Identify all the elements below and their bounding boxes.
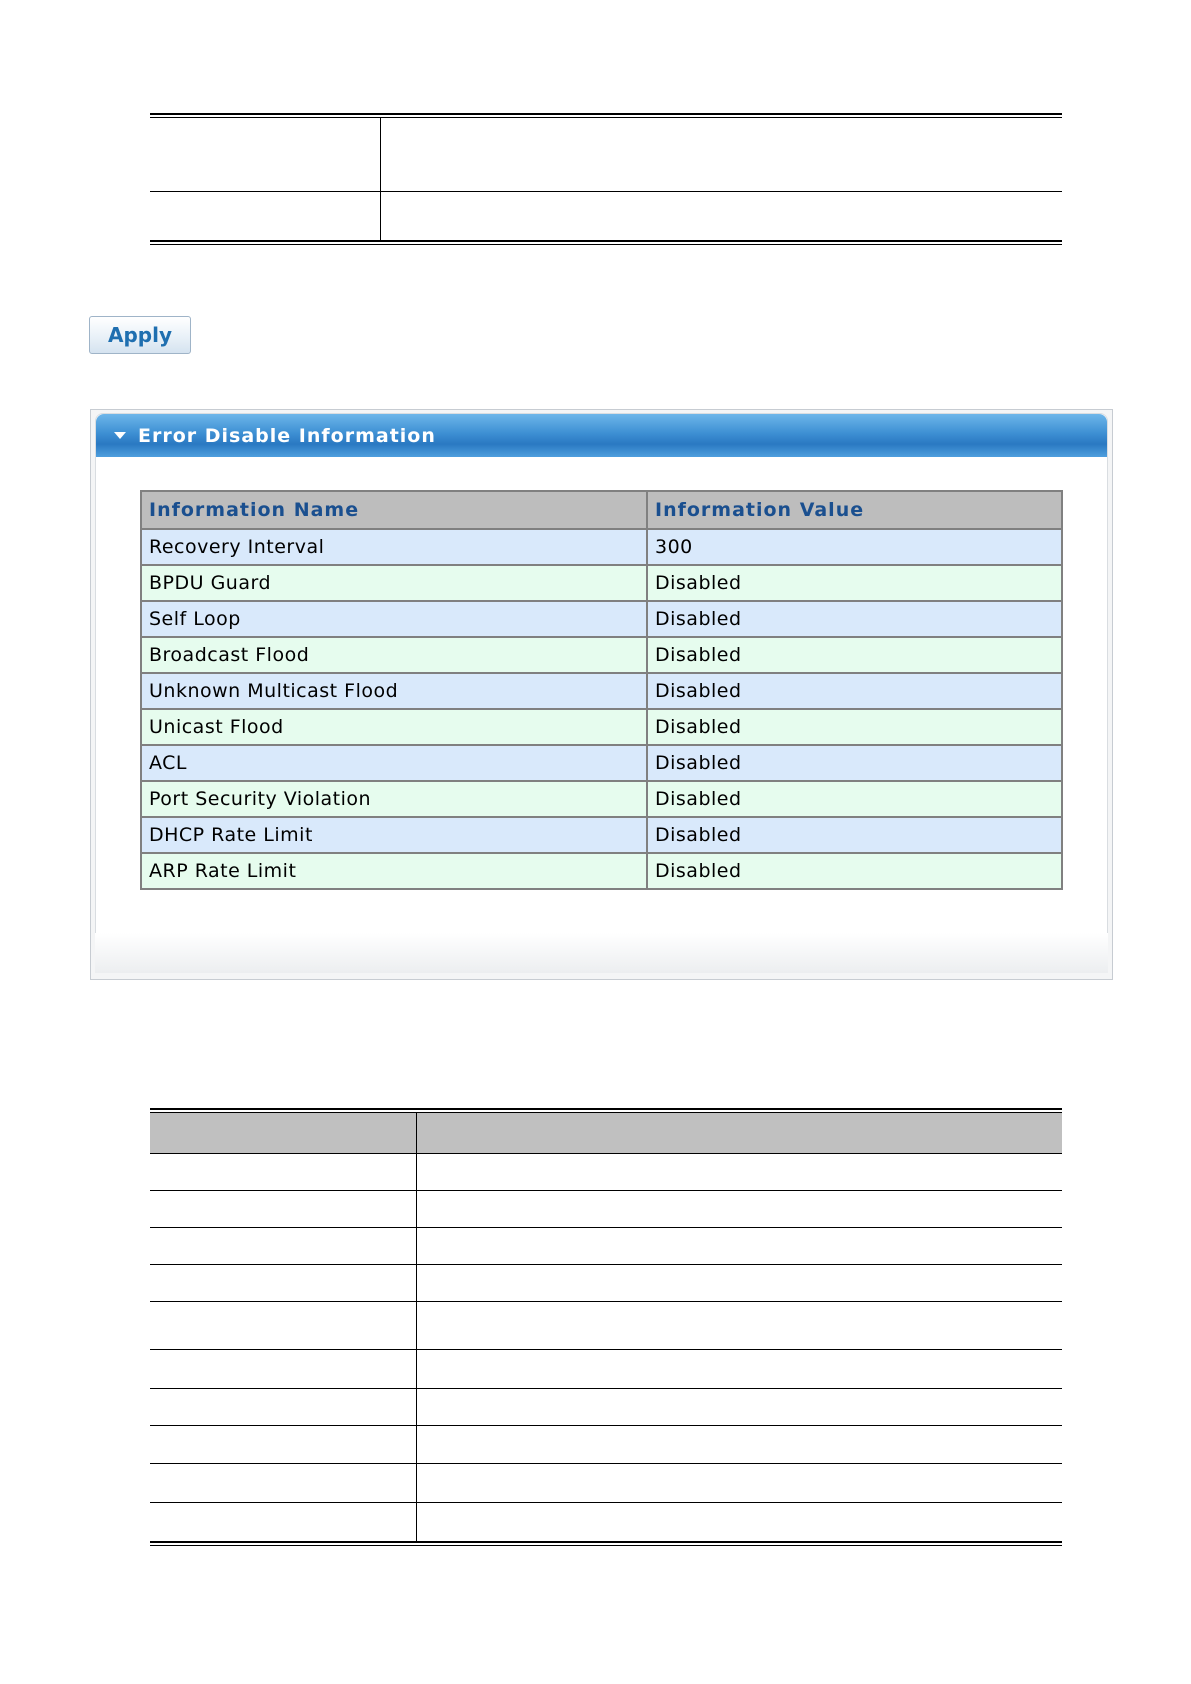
table-column-divider [416, 1113, 417, 1541]
table-row [141, 709, 1062, 745]
table-header-row [141, 491, 1062, 529]
information-name-cell: Self Loop [141, 601, 647, 637]
table-row [141, 745, 1062, 781]
information-name-cell: BPDU Guard [141, 565, 647, 601]
column-header-information-value: Information Value [647, 491, 1062, 529]
error-disable-information-table [140, 490, 1063, 890]
apply-button[interactable]: Apply [89, 316, 191, 354]
information-value-cell: Disabled [647, 673, 1062, 709]
table-bottom-rule [150, 1541, 1062, 1546]
table-row-divider [150, 191, 1062, 192]
table-row [141, 529, 1062, 565]
table-header-band [150, 1113, 1062, 1153]
table-row-divider [150, 1301, 1062, 1302]
information-name-cell: Unknown Multicast Flood [141, 673, 647, 709]
information-name-cell: Recovery Interval [141, 529, 647, 565]
information-value-cell: Disabled [647, 781, 1062, 817]
information-value-cell: Disabled [647, 601, 1062, 637]
panel-footer [95, 933, 1108, 973]
table-row [141, 817, 1062, 853]
table-row-divider [150, 1349, 1062, 1350]
information-name-cell: Unicast Flood [141, 709, 647, 745]
information-value-cell: Disabled [647, 637, 1062, 673]
information-value-cell: 300 [647, 529, 1062, 565]
information-value-cell: Disabled [647, 853, 1062, 889]
table-row-divider [150, 1264, 1062, 1265]
table-row [141, 853, 1062, 889]
table-row [141, 781, 1062, 817]
table-row [141, 673, 1062, 709]
information-name-cell: Port Security Violation [141, 781, 647, 817]
information-value-cell: Disabled [647, 565, 1062, 601]
information-name-cell: Broadcast Flood [141, 637, 647, 673]
panel-header[interactable] [96, 414, 1107, 457]
table-bottom-rule [150, 240, 1062, 245]
table-row-divider [150, 1425, 1062, 1426]
table-row [141, 601, 1062, 637]
table-top-rule [150, 113, 1062, 118]
table-row-divider [150, 1153, 1062, 1154]
table-column-divider [380, 118, 381, 240]
table-row [141, 565, 1062, 601]
information-value-cell: Disabled [647, 817, 1062, 853]
table-row-divider [150, 1502, 1062, 1503]
information-name-cell: ARP Rate Limit [141, 853, 647, 889]
panel-title: Error Disable Information [138, 424, 436, 447]
information-value-cell: Disabled [647, 709, 1062, 745]
table-row-divider [150, 1227, 1062, 1228]
information-name-cell: ACL [141, 745, 647, 781]
information-value-cell: Disabled [647, 745, 1062, 781]
table-row-divider [150, 1463, 1062, 1464]
collapse-triangle-icon[interactable] [114, 432, 126, 439]
column-header-information-name: Information Name [141, 491, 647, 529]
table-row-divider [150, 1388, 1062, 1389]
table-row-divider [150, 1190, 1062, 1191]
table-row [141, 637, 1062, 673]
information-name-cell: DHCP Rate Limit [141, 817, 647, 853]
